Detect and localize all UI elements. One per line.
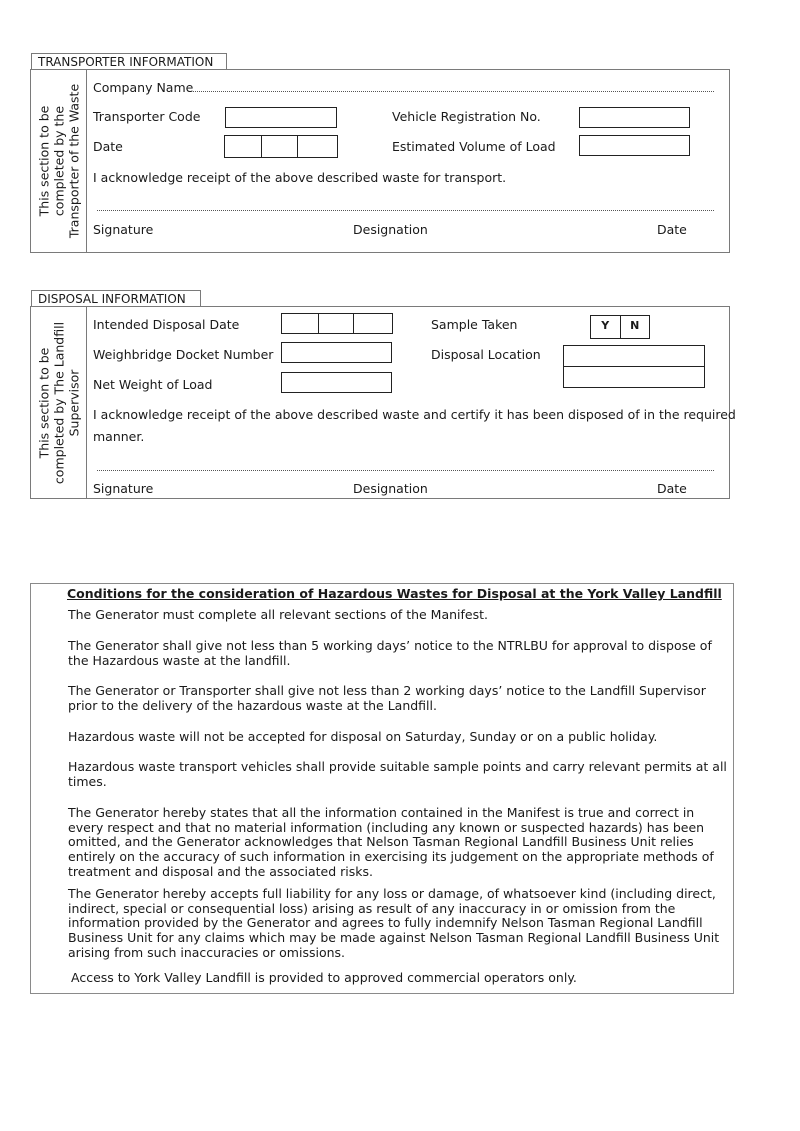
- transporter-date-footer-label: Date: [657, 222, 687, 237]
- condition-paragraph: The Generator hereby accepts full liability for any loss or damage, of whatsoever kind (including direct, indirect, special or consequential loss) arising as result of any inaccuracy in or omission from the information provided by the Generator and agrees to fully indemnify Nelson Tasman Regional Landfill Business Unit for any claims which may be made against Nelson Tasman Regional Landfill Business Unit arising from such inaccuracies or omissions.: [68, 886, 720, 960]
- disposal-signature-label: Signature: [93, 481, 154, 496]
- weighbridge-docket-input[interactable]: [281, 342, 392, 363]
- condition-paragraph: The Generator shall give not less than 5 working days’ notice to the NTRLBU for approval to dispose of the Hazardous waste at the landfill.: [68, 638, 712, 668]
- net-weight-input[interactable]: [281, 372, 392, 393]
- transporter-side-note: This section to be completed by the Transporter of the Waste: [36, 83, 81, 239]
- sample-taken-label: Sample Taken: [431, 317, 518, 332]
- weighbridge-docket-label: Weighbridge Docket Number: [93, 347, 274, 362]
- disposal-side-note: This section to be completed by The Landfill Supervisor: [36, 321, 81, 484]
- transporter-code-input[interactable]: [225, 107, 337, 128]
- disposal-location-input-1[interactable]: [563, 345, 705, 367]
- transporter-signature-line[interactable]: [97, 210, 714, 211]
- company-name-label: Company Name: [93, 80, 194, 95]
- estimated-volume-input[interactable]: [579, 135, 690, 156]
- sample-taken-no[interactable]: N: [620, 316, 650, 338]
- disposal-date-footer-label: Date: [657, 481, 687, 496]
- transporter-code-label: Transporter Code: [93, 109, 201, 124]
- vehicle-registration-label: Vehicle Registration No.: [392, 109, 541, 124]
- transporter-signature-label: Signature: [93, 222, 154, 237]
- condition-paragraph: Access to York Valley Landfill is provided to approved commercial operators only.: [71, 970, 577, 985]
- transporter-section-title: TRANSPORTER INFORMATION: [38, 55, 214, 69]
- condition-paragraph: The Generator hereby states that all the information contained in the Manifest is true and correct in every respect and that no material information (including any known or suspected hazards) has been omitted, and the Generator acknowledges that Nelson Tasman Regional Landfill Business Unit relies entirely on the accuracy of such information in exercising its judgement on the appropriate methods of treatment and disposal and the associated risks.: [68, 805, 714, 879]
- date-month-divider: [297, 136, 298, 157]
- disposal-section: [30, 306, 736, 499]
- intended-disposal-date-input[interactable]: [281, 313, 393, 334]
- transporter-date-input[interactable]: [224, 135, 338, 158]
- disposal-section-title: DISPOSAL INFORMATION: [38, 292, 186, 306]
- transporter-acknowledgement: I acknowledge receipt of the above described waste for transport.: [93, 170, 507, 185]
- conditions-title: Conditions for the consideration of Hazardous Wastes for Disposal at the York Valley Landfill: [67, 586, 722, 601]
- estimated-volume-label: Estimated Volume of Load: [392, 139, 556, 154]
- transporter-side-panel: [31, 70, 87, 252]
- date-day-divider: [318, 314, 319, 333]
- intended-disposal-date-label: Intended Disposal Date: [93, 317, 240, 332]
- disposal-section-tab: [31, 290, 201, 307]
- transporter-date-label: Date: [93, 139, 123, 154]
- condition-paragraph: The Generator must complete all relevant sections of the Manifest.: [68, 607, 489, 622]
- date-day-divider: [261, 136, 262, 157]
- vehicle-registration-input[interactable]: [579, 107, 690, 128]
- condition-paragraph: Hazardous waste transport vehicles shall provide suitable sample points and carry relevant permits at all times.: [68, 759, 727, 789]
- condition-paragraph: The Generator or Transporter shall give not less than 2 working days’ notice to the Landfill Supervisor prior to the delivery of the hazardous waste at the Landfill.: [68, 683, 706, 713]
- condition-paragraph: Hazardous waste will not be accepted for disposal on Saturday, Sunday or on a public holiday.: [68, 729, 658, 744]
- transporter-section: [30, 69, 730, 253]
- date-month-divider: [353, 314, 354, 333]
- transporter-designation-label: Designation: [353, 222, 428, 237]
- disposal-designation-label: Designation: [353, 481, 428, 496]
- conditions-panel: [30, 583, 734, 994]
- disposal-acknowledgement-line2: manner.: [93, 429, 145, 444]
- sample-taken-toggle: [590, 315, 650, 339]
- company-name-field[interactable]: [193, 91, 714, 92]
- disposal-location-label: Disposal Location: [431, 347, 541, 362]
- disposal-location-input-2[interactable]: [563, 366, 705, 388]
- net-weight-label: Net Weight of Load: [93, 377, 213, 392]
- transporter-section-tab: [31, 53, 227, 70]
- disposal-acknowledgement-line1: I acknowledge receipt of the above described waste and certify it has been disposed of in the required: [93, 407, 736, 422]
- disposal-side-panel: [31, 307, 87, 498]
- sample-taken-yes[interactable]: Y: [601, 319, 610, 332]
- disposal-signature-line[interactable]: [97, 470, 714, 471]
